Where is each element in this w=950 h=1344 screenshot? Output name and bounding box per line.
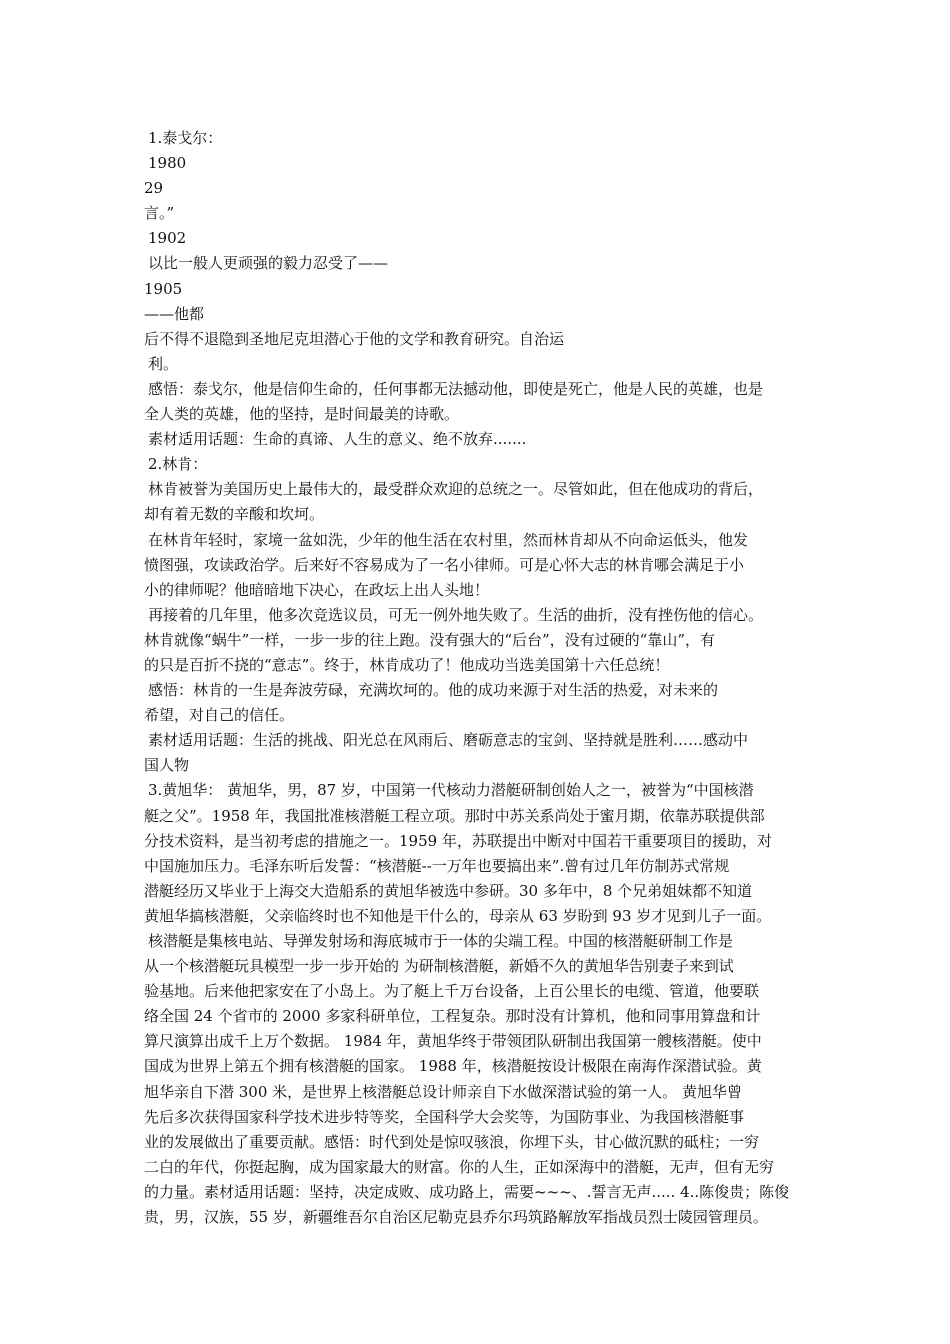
text-line: 中国施加压力。毛泽东听后发誓：“核潜艇--一万年也要搞出来”.曾有过几年仿制苏式常规 <box>144 856 730 875</box>
text-line: 林肯就像“蜗牛”一样，一步一步的往上跑。没有强大的“后台”，没有过硬的“靠山”，有 <box>144 630 716 649</box>
text-line: 的力量。素材适用话题：坚持，决定成败、成功路上，需要~~~、.誓言无声..... 4..陈俊贵；陈俊 <box>144 1182 790 1201</box>
text-line: 全人类的英雄，他的坚持，是时间最美的诗歌。 <box>144 405 460 424</box>
text-line: 后不得不退隐到圣地尼克坦潜心于他的文学和教育研究。自治运 <box>144 329 565 348</box>
text-line: 言。” <box>144 204 175 223</box>
text-line: 在林肯年轻时，家境一盆如洗，少年的他生活在农村里，然而林肯却从不向命运低头，他发 <box>148 530 749 549</box>
text-line: 素材适用话题：生活的挑战、阳光总在风雨后、磨砺意志的宝剑、坚持就是胜利……感动中 <box>148 731 749 750</box>
text-line: 核潜艇是集核电站、导弹发射场和海底城市于一体的尖端工程。中国的核潜艇研制工作是 <box>148 932 734 950</box>
text-line: 愤图强，攻读政治学。后来好不容易成为了一名小律师。可是心怀大志的林肯哪会满足于小 <box>144 555 745 574</box>
text-line: 29 <box>144 179 164 198</box>
text-line: 1.泰戈尔： <box>148 129 223 147</box>
text-line: 国成为世界上第五个拥有核潜艇的国家。 1988 年，核潜艇按设计极限在南海作深潜试验。黄 <box>144 1057 762 1076</box>
text-line: 黄旭华搞核潜艇，父亲临终时也不知他是干什么的，母亲从 63 岁盼到 93 岁才见到儿子一面。 <box>144 906 772 925</box>
text-line: ——他都 <box>144 304 205 323</box>
text-line: 贵，男，汉族，55 岁，新疆维吾尔自治区尼勒克县乔尔玛筑路解放军指战员烈士陵园管理员。 <box>144 1208 768 1227</box>
text-line: 感悟：林肯的一生是奔波劳碌，充满坎坷的。他的成功来源于对生活的热爱，对未来的 <box>148 681 719 700</box>
text-line: 2.林肯： <box>148 455 208 474</box>
text-line: 从一个核潜艇玩具模型一步一步开始的 为研制核潜艇，新婚不久的黄旭华告别妻子来到试 <box>144 957 734 976</box>
text-line: 1902 <box>148 229 187 248</box>
text-line: 却有着无数的辛酸和坎坷。 <box>144 505 325 524</box>
text-line: 再接着的几年里，他多次竞选议员，可无一例外地失败了。生活的曲折，没有挫伤他的信心。 <box>148 605 764 624</box>
text-line: 1905 <box>144 279 183 298</box>
text-line: 旭华亲自下潜 300 米，是世界上核潜艇总设计师亲自下水做深潜试验的第一人。 黄旭华曾 <box>144 1082 742 1101</box>
text-line: 的只是百折不挠的“意志”。终于，林肯成功了！他成功当选美国第十六任总统！ <box>144 655 670 674</box>
text-line: 林肯被誉为美国历史上最伟大的，最受群众欢迎的总统之一。尽管如此，但在他成功的背后， <box>148 480 764 499</box>
text-line: 国人物 <box>144 756 190 775</box>
text-line: 3.黄旭华： 黄旭华，男，87 岁，中国第一代核动力潜艇研制创始人之一，被誉为“中国核潜 <box>148 781 754 800</box>
text-line: 利。 <box>148 354 179 373</box>
text-line: 小的律师呢？他暗暗地下决心，在政坛上出人头地！ <box>144 580 490 599</box>
text-line: 素材适用话题：生命的真谛、人生的意义、绝不放弃....... <box>148 430 527 449</box>
text-line: 分技术资料，是当初考虑的措施之一。1959 年，苏联提出中断对中国若干重要项目的援助，对 <box>144 831 772 850</box>
text-line: 验基地。后来他把家安在了小岛上。为了艇上千万台设备，上百公里长的电缆、管道，他要联 <box>144 982 760 1001</box>
text-line: 算尺演算出成千上万个数据。 1984 年，黄旭华终于带领团队研制出我国第一艘核潜艇。使中 <box>144 1032 762 1051</box>
text-line: 二白的年代，你挺起胸，成为国家最大的财富。你的人生，正如深海中的潜艇，无声，但有无穷 <box>144 1157 775 1176</box>
text-line: 先后多次获得国家科学技术进步特等奖，全国科学大会奖等，为国防事业、为我国核潜艇事 <box>144 1107 745 1126</box>
text-line: 业的发展做出了重要贡献。感悟：时代到处是惊叹骇浪，你埋下头，甘心做沉默的砥柱；一穷 <box>144 1132 760 1151</box>
text-line: 1980 <box>148 154 187 173</box>
text-line: 希望，对自己的信任。 <box>144 706 295 725</box>
text-line: 感悟：泰戈尔，他是信仰生命的，任何事都无法撼动他，即使是死亡，他是人民的英雄，也是 <box>148 379 764 398</box>
text-line: 以比一般人更顽强的毅力忍受了—— <box>148 254 389 273</box>
text-line: 艇之父”。1958 年，我国批准核潜艇工程立项。那时中苏关系尚处于蜜月期，依靠苏联提供部 <box>144 806 765 825</box>
text-line: 潜艇经历又毕业于上海交大造船系的黄旭华被选中参研。30 多年中，8 个兄弟姐妹都不知道 <box>144 881 753 900</box>
text-line: 络全国 24 个省市的 2000 多家科研单位，工程复杂。那时没有计算机，他和同事用算盘和计 <box>144 1007 761 1026</box>
document-body <box>144 126 816 1230</box>
